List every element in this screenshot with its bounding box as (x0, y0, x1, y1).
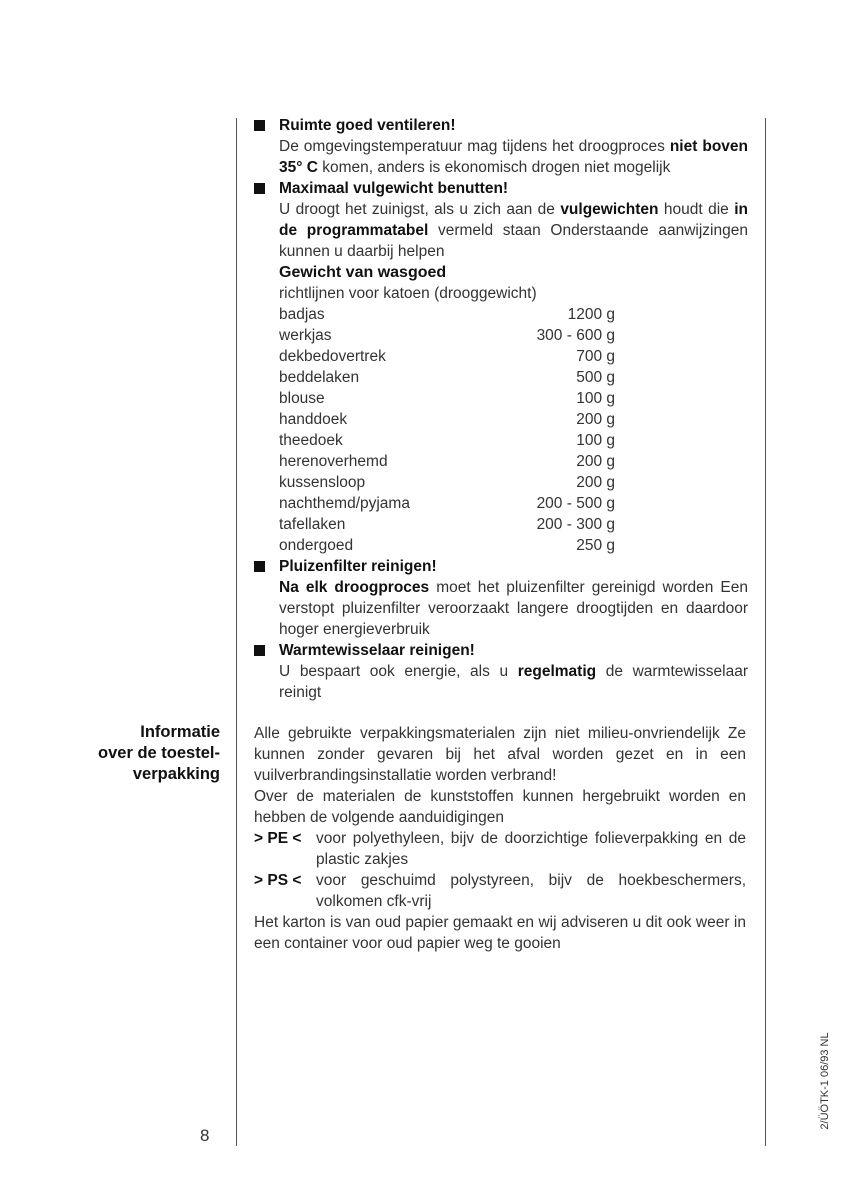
tip-text: U bespaart ook energie, als u regelmatig de warmtewisselaar reinigt (279, 663, 748, 701)
weight-item: beddelaken (279, 369, 360, 386)
weight-row (279, 325, 615, 346)
weight-value: 100 g (576, 390, 615, 407)
tip-title: Ruimte goed ventileren! (279, 117, 456, 134)
material-code-ps (254, 870, 746, 912)
packaging-info (254, 723, 746, 954)
weight-item: kussensloop (279, 474, 366, 491)
document-code: 2/ÜÖTK-1 06/93 NL (819, 1032, 831, 1130)
tip-text: U droogt het zuinigst, als u zich aan de vulgewichten houdt die in de programmatabel vermeld staan Onderstaande aanwijzingen kunnen u daarbij helpen (279, 201, 748, 260)
bullet-square-icon (254, 645, 265, 656)
tip-title: Maximaal vulgewicht benutten! (279, 180, 509, 197)
weight-row (279, 409, 615, 430)
weight-row (279, 535, 615, 556)
weight-row (279, 451, 615, 472)
weight-value: 100 g (576, 432, 615, 449)
page-number: 8 (200, 1126, 210, 1145)
material-code-tag: > PE < (254, 830, 302, 847)
packaging-intro: Alle gebruikte verpakkingsmaterialen zijn niet milieu-onvriendelijk Ze kunnen zonder gevaren bij het afval worden gezet en in een vuilverbrandingsinstallatie worden verbrand! (254, 725, 746, 784)
weight-row (279, 493, 615, 514)
weights-subheading: richtlijnen voor katoen (drooggewicht) (279, 285, 537, 302)
section-heading-line: Informatie (140, 723, 220, 741)
packaging-materials-intro: Over de materialen de kunststoffen kunnen hergebruikt worden en hebben de volgende aanduidigingen (254, 788, 746, 826)
weight-row (279, 346, 615, 367)
material-code-pe (254, 828, 746, 870)
tip-lint-filter (254, 556, 748, 640)
weight-item: badjas (279, 306, 325, 323)
weight-value: 200 - 300 g (536, 516, 615, 533)
weight-row (279, 514, 615, 535)
section-heading (60, 722, 220, 785)
bullet-square-icon (254, 561, 265, 572)
weight-row (279, 388, 615, 409)
weight-item: werkjas (279, 327, 332, 344)
section-heading-line: over de toestel- (98, 744, 220, 762)
tip-text: Na elk droogproces moet het pluizenfilter gereinigd worden Een verstopt pluizenfilter veroorzaakt langere droogtijden en daardoor hoger energieverbruik (279, 579, 748, 638)
weights-table (279, 304, 615, 556)
tips-column (254, 115, 748, 703)
weight-value: 200 g (576, 453, 615, 470)
weight-row (279, 304, 615, 325)
weight-value: 700 g (576, 348, 615, 365)
material-code-text: voor geschuimd polystyreen, bijv de hoekbeschermers, volkomen cfk-vrij (316, 872, 746, 910)
left-rule (236, 118, 237, 1146)
tip-heat-exchanger (254, 640, 748, 703)
tip-title: Pluizenfilter reinigen! (279, 558, 437, 575)
weights-heading: Gewicht van wasgoed (279, 264, 447, 281)
section-heading-line: verpakking (132, 765, 220, 783)
weight-value: 200 g (576, 411, 615, 428)
tip-ventilate (254, 115, 748, 178)
weight-item: ondergoed (279, 537, 354, 554)
weight-item: herenoverhemd (279, 453, 388, 470)
tip-load-weight (254, 178, 748, 556)
weight-row (279, 472, 615, 493)
material-code-text: voor polyethyleen, bijv de doorzichtige folieverpakking en de plastic zakjes (316, 830, 746, 868)
weight-value: 300 - 600 g (536, 327, 615, 344)
weight-value: 200 - 500 g (536, 495, 615, 512)
weight-item: blouse (279, 390, 325, 407)
material-code-tag: > PS < (254, 872, 302, 889)
bullet-square-icon (254, 183, 265, 194)
weight-value: 200 g (576, 474, 615, 491)
weight-item: tafellaken (279, 516, 346, 533)
weight-row (279, 430, 615, 451)
weight-value: 250 g (576, 537, 615, 554)
weight-item: handdoek (279, 411, 348, 428)
weight-item: dekbedovertrek (279, 348, 386, 365)
weight-item: theedoek (279, 432, 343, 449)
weight-value: 500 g (576, 369, 615, 386)
tip-text: De omgevingstemperatuur mag tijdens het droogproces niet boven 35° C komen, anders is ekonomisch drogen niet mogelijk (279, 138, 748, 176)
weight-row (279, 367, 615, 388)
weight-value: 1200 g (567, 306, 615, 323)
packaging-closing: Het karton is van oud papier gemaakt en wij adviseren u dit ook weer in een container voor oud papier weg te gooien (254, 914, 746, 952)
weight-item: nachthemd/pyjama (279, 495, 410, 512)
bullet-square-icon (254, 120, 265, 131)
tip-title: Warmtewisselaar reinigen! (279, 642, 475, 659)
right-rule (765, 118, 766, 1146)
